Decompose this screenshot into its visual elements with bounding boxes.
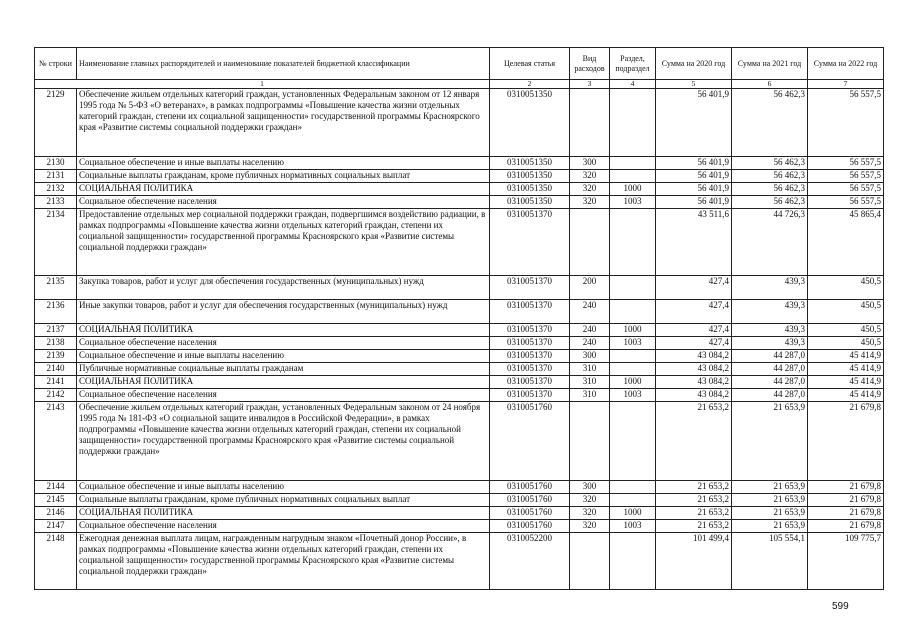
table-row — [35, 389, 884, 402]
target-article: 0310051370 — [490, 389, 570, 402]
header-sum-2021: Сумма на 2021 год — [732, 48, 808, 80]
target-article: 0310051350 — [490, 89, 570, 157]
sum-2021: 56 462,3 — [732, 170, 808, 183]
expense-type: 320 — [570, 170, 610, 183]
row-name: Иные закупки товаров, работ и услуг для обеспечения государственных (муниципальных) нужд — [77, 300, 490, 324]
table-row — [35, 276, 884, 300]
table-row — [35, 183, 884, 196]
expense-type: 310 — [570, 389, 610, 402]
row-name: Социальные выплаты гражданам, кроме публичных нормативных социальных выплат — [77, 170, 490, 183]
section-code: 1000 — [610, 324, 656, 337]
section-code — [610, 402, 656, 481]
row-number: 2146 — [35, 507, 77, 520]
header-number-row — [35, 80, 884, 89]
header-section: Раздел, подраздел — [610, 48, 656, 80]
header-sum-2022: Сумма на 2022 год — [808, 48, 884, 80]
expense-type: 310 — [570, 363, 610, 376]
section-code: 1003 — [610, 389, 656, 402]
sum-2021: 439,3 — [732, 300, 808, 324]
sum-2022: 56 557,5 — [808, 170, 884, 183]
sum-2020: 427,4 — [656, 337, 732, 350]
header-row — [35, 48, 884, 80]
table-row — [35, 350, 884, 363]
sum-2022: 450,5 — [808, 324, 884, 337]
sum-2021: 439,3 — [732, 276, 808, 300]
section-code: 1003 — [610, 196, 656, 209]
sum-2021: 44 287,0 — [732, 389, 808, 402]
table-row — [35, 376, 884, 389]
header-sum-2020: Сумма на 2020 год — [656, 48, 732, 80]
row-number: 2135 — [35, 276, 77, 300]
target-article: 0310051350 — [490, 183, 570, 196]
sum-2020: 43 511,6 — [656, 209, 732, 276]
sum-2020: 43 084,2 — [656, 389, 732, 402]
target-article: 0310051370 — [490, 300, 570, 324]
target-article: 0310051350 — [490, 157, 570, 170]
sum-2020: 56 401,9 — [656, 170, 732, 183]
target-article: 0310051370 — [490, 276, 570, 300]
expense-type: 200 — [570, 276, 610, 300]
sum-2020: 56 401,9 — [656, 183, 732, 196]
sum-2020: 43 084,2 — [656, 376, 732, 389]
row-number: 2145 — [35, 494, 77, 507]
sum-2022: 109 775,7 — [808, 533, 884, 590]
row-name: Обеспечение жильем отдельных категорий граждан, установленных Федеральным законом от 24 ноября 1995 года № 181-ФЗ «О социальной защите инвалидов в Российской Федерации», в рамках подпрограммы «Повышение качества жизни отдельных категорий граждан, степени их социальной защищенности» государственной программы Красноярского края «Развитие системы социальной поддержки граждан» — [77, 402, 490, 481]
expense-type: 310 — [570, 376, 610, 389]
expense-type — [570, 533, 610, 590]
row-name: СОЦИАЛЬНАЯ ПОЛИТИКА — [77, 376, 490, 389]
section-code — [610, 276, 656, 300]
sum-2022: 56 557,5 — [808, 89, 884, 157]
row-number: 2136 — [35, 300, 77, 324]
sum-2021: 105 554,1 — [732, 533, 808, 590]
sum-2022: 45 414,9 — [808, 363, 884, 376]
header-number: 5 — [656, 80, 732, 89]
section-code: 1000 — [610, 507, 656, 520]
expense-type — [570, 209, 610, 276]
sum-2021: 21 653,9 — [732, 507, 808, 520]
sum-2021: 44 287,0 — [732, 376, 808, 389]
expense-type: 300 — [570, 481, 610, 494]
section-code — [610, 533, 656, 590]
target-article: 0310051370 — [490, 350, 570, 363]
sum-2021: 21 653,9 — [732, 481, 808, 494]
sum-2022: 21 679,8 — [808, 402, 884, 481]
header-number: 2 — [490, 80, 570, 89]
page-number: 599 — [832, 601, 849, 612]
target-article: 0310051760 — [490, 481, 570, 494]
row-name: Социальное обеспечение и иные выплаты населению — [77, 350, 490, 363]
expense-type: 320 — [570, 183, 610, 196]
row-number: 2131 — [35, 170, 77, 183]
table-row — [35, 507, 884, 520]
target-article: 0310052200 — [490, 533, 570, 590]
sum-2022: 450,5 — [808, 300, 884, 324]
row-name: Социальное обеспечение населения — [77, 389, 490, 402]
header-name: Наименование главных распорядителей и наименование показателей бюджетной классификации — [77, 48, 490, 80]
expense-type — [570, 89, 610, 157]
table-row — [35, 196, 884, 209]
section-code — [610, 350, 656, 363]
row-number: 2144 — [35, 481, 77, 494]
row-number: 2134 — [35, 209, 77, 276]
header-expense-type: Вид расходов — [570, 48, 610, 80]
sum-2020: 427,4 — [656, 324, 732, 337]
table-row — [35, 402, 884, 481]
target-article: 0310051760 — [490, 402, 570, 481]
sum-2020: 21 653,2 — [656, 402, 732, 481]
sum-2022: 45 414,9 — [808, 376, 884, 389]
header-number: 4 — [610, 80, 656, 89]
header-number: 3 — [570, 80, 610, 89]
row-number: 2130 — [35, 157, 77, 170]
expense-type: 300 — [570, 157, 610, 170]
row-number: 2142 — [35, 389, 77, 402]
table-row — [35, 337, 884, 350]
section-code — [610, 89, 656, 157]
expense-type: 240 — [570, 337, 610, 350]
target-article: 0310051370 — [490, 363, 570, 376]
table-row — [35, 520, 884, 533]
sum-2020: 56 401,9 — [656, 196, 732, 209]
target-article: 0310051760 — [490, 507, 570, 520]
sum-2020: 427,4 — [656, 300, 732, 324]
sum-2020: 43 084,2 — [656, 363, 732, 376]
row-number: 2137 — [35, 324, 77, 337]
sum-2022: 450,5 — [808, 276, 884, 300]
section-code — [610, 209, 656, 276]
sum-2021: 56 462,3 — [732, 89, 808, 157]
target-article: 0310051760 — [490, 494, 570, 507]
section-code: 1000 — [610, 376, 656, 389]
row-number: 2148 — [35, 533, 77, 590]
target-article: 0310051370 — [490, 324, 570, 337]
expense-type: 240 — [570, 324, 610, 337]
budget-table — [34, 47, 884, 590]
row-number: 2138 — [35, 337, 77, 350]
sum-2020: 21 653,2 — [656, 520, 732, 533]
sum-2021: 439,3 — [732, 324, 808, 337]
table-row — [35, 157, 884, 170]
row-number: 2141 — [35, 376, 77, 389]
row-name: Социальные выплаты гражданам, кроме публичных нормативных социальных выплат — [77, 494, 490, 507]
header-number: 7 — [808, 80, 884, 89]
section-code — [610, 363, 656, 376]
sum-2020: 56 401,9 — [656, 89, 732, 157]
table-row — [35, 494, 884, 507]
table-row — [35, 481, 884, 494]
target-article: 0310051350 — [490, 170, 570, 183]
row-name: Социальное обеспечение населения — [77, 196, 490, 209]
sum-2020: 21 653,2 — [656, 494, 732, 507]
sum-2021: 21 653,9 — [732, 520, 808, 533]
sum-2022: 56 557,5 — [808, 183, 884, 196]
expense-type: 320 — [570, 494, 610, 507]
row-name: Публичные нормативные социальные выплаты гражданам — [77, 363, 490, 376]
expense-type — [570, 402, 610, 481]
row-name: СОЦИАЛЬНАЯ ПОЛИТИКА — [77, 507, 490, 520]
target-article: 0310051370 — [490, 337, 570, 350]
table-row — [35, 533, 884, 590]
sum-2021: 44 287,0 — [732, 363, 808, 376]
header-number: 1 — [35, 80, 490, 89]
section-code: 1000 — [610, 183, 656, 196]
row-number: 2132 — [35, 183, 77, 196]
table-row — [35, 324, 884, 337]
sum-2022: 21 679,8 — [808, 481, 884, 494]
sum-2020: 101 499,4 — [656, 533, 732, 590]
row-number: 2129 — [35, 89, 77, 157]
sum-2021: 21 653,9 — [732, 494, 808, 507]
sum-2022: 56 557,5 — [808, 196, 884, 209]
header-target-article: Целевая статья — [490, 48, 570, 80]
sum-2022: 45 414,9 — [808, 389, 884, 402]
section-code — [610, 300, 656, 324]
row-number: 2147 — [35, 520, 77, 533]
sum-2020: 21 653,2 — [656, 481, 732, 494]
sum-2022: 56 557,5 — [808, 157, 884, 170]
target-article: 0310051370 — [490, 209, 570, 276]
row-name: СОЦИАЛЬНАЯ ПОЛИТИКА — [77, 183, 490, 196]
section-code — [610, 494, 656, 507]
row-name: Закупка товаров, работ и услуг для обеспечения государственных (муниципальных) нужд — [77, 276, 490, 300]
row-name: Социальное обеспечение населения — [77, 520, 490, 533]
sum-2020: 21 653,2 — [656, 507, 732, 520]
row-name: Обеспечение жильем отдельных категорий граждан, установленных Федеральным законом от 12 января 1995 года № 5-ФЗ «О ветеранах», в рамках подпрограммы «Повышение качества жизни отдельных категорий граждан, степени их социальной защищенности» государственной программы Красноярского края «Развитие системы социальной поддержки граждан» — [77, 89, 490, 157]
row-number: 2140 — [35, 363, 77, 376]
target-article: 0310051350 — [490, 196, 570, 209]
row-number: 2143 — [35, 402, 77, 481]
table-row — [35, 89, 884, 157]
sum-2021: 44 287,0 — [732, 350, 808, 363]
target-article: 0310051760 — [490, 520, 570, 533]
expense-type: 300 — [570, 350, 610, 363]
expense-type: 320 — [570, 196, 610, 209]
row-name: СОЦИАЛЬНАЯ ПОЛИТИКА — [77, 324, 490, 337]
section-code — [610, 157, 656, 170]
row-name: Социальное обеспечение и иные выплаты населению — [77, 481, 490, 494]
header-number: 6 — [732, 80, 808, 89]
sum-2020: 56 401,9 — [656, 157, 732, 170]
sum-2022: 21 679,8 — [808, 520, 884, 533]
sum-2021: 56 462,3 — [732, 183, 808, 196]
sum-2022: 45 865,4 — [808, 209, 884, 276]
row-name: Ежегодная денежная выплата лицам, награжденным нагрудным знаком «Почетный донор России», в рамках подпрограммы «Повышение качества жизни отдельных категорий граждан, степени их социальной защищенности» государственной программы Красноярского края «Развитие системы социальной поддержки граждан» — [77, 533, 490, 590]
table-row — [35, 209, 884, 276]
sum-2021: 44 726,3 — [732, 209, 808, 276]
row-number: 2133 — [35, 196, 77, 209]
row-name: Социальное обеспечение населения — [77, 337, 490, 350]
sum-2022: 21 679,8 — [808, 494, 884, 507]
row-name: Предоставление отдельных мер социальной поддержки граждан, подвергшимся воздействию радиации, в рамках подпрограммы «Повышение качества жизни отдельных категорий граждан, степени их социальной защищенности» государственной программы Красноярского края «Развитие системы социальной поддержки граждан» — [77, 209, 490, 276]
sum-2020: 43 084,2 — [656, 350, 732, 363]
table-row — [35, 300, 884, 324]
header-row-number: № строки — [35, 48, 77, 80]
expense-type: 320 — [570, 507, 610, 520]
expense-type: 240 — [570, 300, 610, 324]
row-name: Социальное обеспечение и иные выплаты населению — [77, 157, 490, 170]
sum-2021: 21 653,9 — [732, 402, 808, 481]
sum-2021: 56 462,3 — [732, 157, 808, 170]
sum-2021: 56 462,3 — [732, 196, 808, 209]
sum-2022: 450,5 — [808, 337, 884, 350]
row-number: 2139 — [35, 350, 77, 363]
target-article: 0310051370 — [490, 376, 570, 389]
expense-type: 320 — [570, 520, 610, 533]
sum-2021: 439,3 — [732, 337, 808, 350]
sum-2020: 427,4 — [656, 276, 732, 300]
sum-2022: 21 679,8 — [808, 507, 884, 520]
section-code: 1003 — [610, 337, 656, 350]
section-code — [610, 170, 656, 183]
sum-2022: 45 414,9 — [808, 350, 884, 363]
section-code: 1003 — [610, 520, 656, 533]
table-row — [35, 363, 884, 376]
table-row — [35, 170, 884, 183]
section-code — [610, 481, 656, 494]
